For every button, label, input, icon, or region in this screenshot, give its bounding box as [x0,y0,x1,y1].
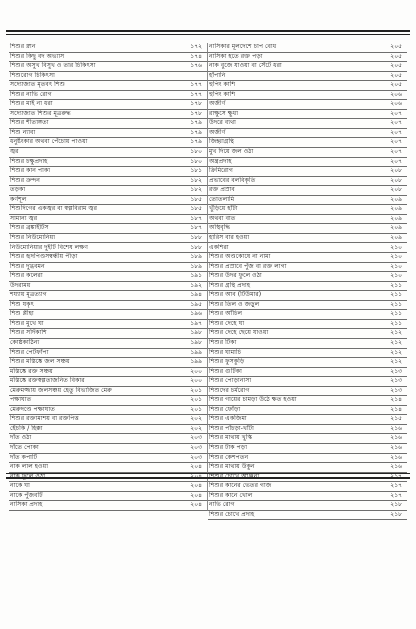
entry-term: শিশুর চক্ষুপ্রদাহ [10,157,48,165]
entry-term: শিশুর রক্তামাশয় বা রক্তপিত্ত [10,415,79,423]
entry-term: হেঁচকি / হিক্কা [10,424,43,432]
index-entry [208,358,407,368]
entry-page-number: ২০৪ [190,501,202,509]
entry-page-number: ১৭৯ [190,128,202,136]
index-entry [9,81,208,91]
entry-page-number: ২০৫ [390,52,402,60]
index-entry [208,349,407,359]
entry-term: অথবা বাত [209,214,236,222]
index-entry [208,110,407,120]
entry-page-number: ১৯৭ [190,319,202,327]
index-entry [9,387,208,397]
entry-page-number: ২১৪ [390,396,402,404]
entry-page-number: ২০৪ [190,491,202,499]
entry-term: অজীর্ণ [209,100,226,108]
entry-term: শিশুর শীতাঙ্গতা [10,119,49,127]
entry-page-number: ২১৬ [390,453,402,461]
entry-page-number: ১৭৮ [190,109,202,117]
entry-page-number: ২১১ [390,281,402,289]
entry-term: শিশুর অণ্ডকোষে না নামা [209,253,271,261]
index-entry [208,148,407,158]
entry-term: মেরুদণ্ডে পক্ষাঘাত [10,405,55,413]
index-entry [208,72,407,82]
entry-page-number: ২০৫ [390,71,402,79]
entry-term: উদরে ব্যথা [209,119,236,127]
entry-page-number: ২১৭ [390,482,402,490]
index-column-right [208,43,407,520]
entry-page-number: ২০৭ [390,128,402,136]
entry-term: দাঁত কপাটি [10,453,38,461]
entry-page-number: ২০৮ [390,186,402,194]
index-entry [9,454,208,464]
entry-term: রাক্ষুসে ক্ষুধা [209,109,239,117]
index-entry [9,234,208,244]
entry-term: শিশুর কান পাকা [10,167,51,175]
top-double-rule-lower [6,34,410,35]
entry-page-number: ২০৭ [390,119,402,127]
entry-page-number: ২০০ [190,377,202,385]
entry-term: হুপিং কাশি [209,81,236,89]
index-entry [208,138,407,148]
entry-term: শিশুর আঁচিল [209,310,243,318]
index-entry [9,177,208,187]
index-entry [208,444,407,454]
index-entry [9,110,208,120]
index-entry [9,349,208,359]
entry-page-number: ২১০ [390,272,402,280]
index-entry [208,215,407,225]
entry-term: শিশুর দুগ্ধবমন [10,262,45,270]
entry-term: সদ্যোজাত শিশুর মূত্ররুদ্ধ [10,109,71,117]
entry-page-number: ২০১ [190,405,202,413]
index-entry [208,196,407,206]
entry-page-number: ২১২ [390,358,402,366]
entry-term: শিশুর নাভি রোগ [10,90,52,98]
entry-term: শিশুর চোখে প্রদাহ [209,510,255,518]
entry-page-number: ১৮৫ [190,205,202,213]
index-entry [9,263,208,273]
index-columns [9,43,407,520]
index-entry [9,501,208,511]
index-entry [9,129,208,139]
entry-term: সদ্যোজাত মৃতবৎ শিশু [10,81,65,89]
entry-page-number: ১৭৯ [190,119,202,127]
entry-page-number: ১৮৯ [190,262,202,270]
index-entry [9,53,208,63]
index-entry [9,492,208,502]
index-entry [208,425,407,435]
index-entry [9,138,208,148]
entry-page-number: ২০৩ [190,443,202,451]
entry-page-number: ১৯২ [190,281,202,289]
entry-term: মুখ দিয়ে জল ওঠা [209,148,254,156]
index-entry [9,119,208,129]
entry-page-number: ২০২ [190,415,202,423]
index-entry [9,482,208,492]
index-entry [9,43,208,53]
index-entry [208,234,407,244]
entry-term: শিশুর তিল ও জড়ুল [209,300,260,308]
entry-page-number: ২০৮ [390,167,402,175]
entry-term: শিশুদিগের একজ্বর বা স্বল্পবিরাম জ্বর [10,205,97,213]
entry-term: রক্ত প্রস্রাব [209,186,235,194]
entry-page-number: ২১৭ [390,491,402,499]
entry-page-number: ১৮২ [190,186,202,194]
index-entry [208,91,407,101]
entry-term: শিশুর গ্রন্থি প্রদাহ [209,281,251,289]
index-entry [208,339,407,349]
index-entry [208,253,407,263]
index-entry [208,377,407,387]
index-entry [208,501,407,511]
index-entry [9,301,208,311]
index-entry [9,425,208,435]
entry-term: শিশুর প্রস্রাবে পুঁজ বা রক্ত লাগা [209,262,287,270]
index-entry [208,53,407,63]
entry-term: নাকে পুঁজবটি [10,491,43,499]
index-entry [208,368,407,378]
index-entry [208,282,407,292]
index-entry [9,415,208,425]
entry-term: শিশুর দেহে ঘা [209,319,245,327]
entry-page-number: ২১৬ [390,434,402,442]
entry-term: অস্থিবৃদ্ধি [209,224,230,232]
entry-page-number: ১৭৭ [190,90,202,98]
index-entry [9,320,208,330]
index-entry [208,263,407,273]
entry-term: হারিস বার হওয়া [209,233,250,241]
entry-page-number: ১৮০ [190,148,202,156]
index-entry [9,148,208,158]
entry-page-number: ২১০ [390,253,402,261]
entry-term: শিশুর মাথায় উকুন [209,463,255,471]
bottom-double-rule-lower [6,477,410,479]
entry-page-number: ১৮৭ [190,214,202,222]
entry-term: দাঁতে পোকা [10,443,39,451]
entry-page-number: ২০৮ [390,176,402,184]
entry-page-number: ২০৯ [390,224,402,232]
entry-term: শিশুর দেহে ছেয়ে যাওয়া [209,329,269,337]
entry-page-number: ২০৭ [390,157,402,165]
entry-page-number: ২১৮ [390,510,402,518]
entry-term: জ্বর [10,148,19,156]
index-entry [9,167,208,177]
index-entry [208,492,407,502]
index-entry [9,434,208,444]
entry-page-number: ১৯৯ [190,348,202,356]
index-entry [9,444,208,454]
entry-page-number: ২১১ [390,300,402,308]
index-entry [208,511,407,521]
index-entry [208,320,407,330]
index-entry [208,43,407,53]
entry-page-number: ১৭২ [190,43,202,51]
entry-term: পক্ষাঘাত [10,396,32,404]
index-entry [9,196,208,206]
entry-page-number: ২১৩ [390,377,402,385]
index-entry [9,224,208,234]
entry-term: শিশুর কিছু বদ অভ্যাস [10,52,65,60]
entry-page-number: ১৮৮ [190,243,202,251]
index-entry [9,205,208,215]
index-entry [208,243,407,253]
entry-term: শিশুর হৃদপিণ্ডসম্বন্ধীয় পীড়া [10,253,78,261]
entry-page-number: ১৯৯ [190,358,202,366]
entry-term: শিশুর কেশপতন [209,453,249,461]
entry-term: শিশুর উদর ফুলে ওঠা [209,272,262,280]
entry-term: শিশুর কানের ভেতর গাজ [209,482,272,490]
index-entry [208,301,407,311]
entry-term: মস্তিষ্কে রক্তস্বল্পতাজনিত বিকার [10,377,85,385]
entry-term: শিশুর সর্দিকাশি [10,329,47,337]
entry-page-number: ২১১ [390,310,402,318]
index-entry [208,129,407,139]
index-entry [208,406,407,416]
entry-term: শিশুর স্নান [10,43,36,51]
entry-page-number: ২১২ [390,348,402,356]
index-entry [208,167,407,177]
entry-term: শিশুর ফুসকুড়ি [209,358,245,366]
entry-page-number: ১৮৯ [190,253,202,261]
entry-term: শিশুর একজিমা [209,415,247,423]
index-entry [208,329,407,339]
index-entry [208,272,407,282]
entry-term: হুপিং কাশি [209,90,236,98]
entry-term: ক্রিমিরোগ [209,167,233,175]
entry-page-number: ১৭৪ [190,52,202,60]
index-entry [9,243,208,253]
entry-page-number: ২১০ [390,243,402,251]
entry-term: শিশুর আব (টিউমার) [209,291,262,299]
entry-page-number: ২০৯ [390,214,402,222]
index-entry [208,434,407,444]
entry-term: নাক বুজে যাওয়া বা সেঁটে ধরা [209,62,282,70]
entry-term: শিশুর অসুখ বিসুখ ও তার চিকিৎসা [10,62,96,70]
entry-term: শিশুর মস্তিষ্কে জল সঞ্চয় [10,358,70,366]
entry-term: শিশুর নিউমোনিয়া [10,233,56,241]
entry-term: শয্যায় মূত্রত্যাগ [10,291,47,299]
index-entry [9,215,208,225]
index-entry [9,463,208,473]
entry-page-number: ২০৫ [390,62,402,70]
entry-page-number: ২০৪ [190,463,202,471]
entry-term: শিশুর পেটফাঁপা [10,348,49,356]
index-entry [9,272,208,282]
entry-page-number: ২০১ [190,386,202,394]
entry-term: তড়কা [10,186,26,194]
entry-page-number: ২১০ [390,262,402,270]
index-entry [208,310,407,320]
index-entry [208,454,407,464]
entry-page-number: ১৭৬ [190,62,202,70]
entry-term: শিশুর পাঁচড়া-খাঁটা [209,424,254,432]
entry-term: শিশুর মাই না ধরা [10,100,53,108]
index-entry [9,406,208,416]
entry-term: শিশুর পোড়ানাসা [209,377,252,385]
index-entry [9,100,208,110]
index-entry [208,291,407,301]
entry-term: কোষ্ঠকাঠিন্য [10,338,40,346]
index-entry [208,396,407,406]
entry-page-number: ১৮০ [190,157,202,165]
entry-page-number: ২০১ [190,396,202,404]
entry-page-number: ২১৪ [390,405,402,413]
entry-page-number: ২০৪ [190,482,202,490]
entry-term: শিশুর ঘামাচি [209,348,242,356]
index-entry [208,100,407,110]
top-double-rule-upper [6,30,410,32]
entry-term: দাঁত ওঠা [10,434,32,442]
entry-term: শিশু ন্যাবা [10,128,36,136]
index-entry [208,463,407,473]
entry-term: শিশুর কানে খোল [209,491,253,499]
entry-term: শিশুর টাক পড়া [209,443,248,451]
entry-page-number: ২০০ [190,367,202,375]
entry-term: শিশুদের চর্মরোগ [209,386,250,394]
index-entry [9,72,208,82]
entry-page-number: ১৮৭ [190,224,202,232]
entry-term: শিশুর গায়ের চামড়া উঠে ক্ষত হওয়া [209,396,297,404]
entry-term: শিশু প্লীহা [10,310,34,318]
entry-term: নাসিকা প্রদাহ [10,501,43,509]
index-entry [9,368,208,378]
index-entry [9,62,208,72]
entry-page-number: ২১১ [390,319,402,327]
index-entry [9,396,208,406]
entry-term: নাসিকার মূলদেশে চাপ বোধ [209,43,277,51]
entry-page-number: ২০৭ [390,109,402,117]
entry-term: উদরাময় [10,281,31,289]
index-entry [208,387,407,397]
entry-page-number: ১৭৭ [190,81,202,89]
entry-page-number: ২০৯ [390,195,402,203]
entry-page-number: ২০৬ [390,100,402,108]
index-entry [9,358,208,368]
entry-page-number: ১৯৫ [190,300,202,308]
entry-term: শিশুর মুখে ঘা [10,319,44,327]
entry-term: শিশুর টিকা [209,338,237,346]
entry-term: শিশুর ক্রন্দন [10,176,40,184]
entry-page-number: ২১২ [390,329,402,337]
index-entry [9,282,208,292]
index-entry [208,177,407,187]
entry-page-number: ২১৬ [390,463,402,471]
index-entry [9,291,208,301]
entry-term: অজীর্ণ [209,128,226,136]
index-entry [208,482,407,492]
index-entry [9,91,208,101]
entry-term: খুঁড়িয়ে হাঁটা [209,205,238,213]
entry-page-number: ১৯৮ [190,329,202,337]
entry-term: সামান্য জ্বর [10,214,38,222]
index-entry [9,158,208,168]
entry-page-number: ২০৩ [190,453,202,461]
bottom-double-rule-upper [6,473,410,474]
index-entry [208,62,407,72]
index-entry [208,186,407,196]
entry-page-number: ২১৬ [390,424,402,432]
entry-term: নাক লাল হওয়া [10,463,49,471]
entry-page-number: ২১৩ [390,367,402,375]
entry-page-number: ১৭৯ [190,138,202,146]
entry-page-number: ২০৭ [390,138,402,146]
entry-term: শিশু যকৃৎ [10,300,34,308]
entry-term: শিশুর কলেরা [10,272,43,280]
entry-term: শিশুর মাথায় খুস্কি [209,434,253,442]
entry-term: শিশুর গুটিকা [209,367,242,375]
entry-page-number: ১৮৮ [190,233,202,241]
entry-term: মেরুমজ্জায় জলসঞ্চয় হেতু বিভাজিত মেরু [10,386,112,394]
entry-page-number: ২১৩ [390,386,402,394]
entry-term: জিহ্বাগ্রন্থি [209,138,234,146]
entry-page-number: ২০৬ [390,90,402,98]
entry-page-number: ১৮৫ [190,195,202,203]
index-entry [9,329,208,339]
entry-term: ধনুষ্টংকার অথবা পেঁচোয় পাওয়া [10,138,88,146]
entry-page-number: ২০৭ [390,148,402,156]
entry-term: নাভি রোগ [209,501,235,509]
entry-page-number: ২০৯ [390,205,402,213]
entry-page-number: ১৯১ [190,272,202,280]
index-entry [208,224,407,234]
entry-term: শিশুর ফোঁড়া [209,405,241,413]
entry-term: নাসিকা হতে রক্ত পড়া [209,52,263,60]
index-entry [208,119,407,129]
entry-page-number: ২১১ [390,291,402,299]
index-entry [208,81,407,91]
entry-term: মস্তিষ্কে রক্ত সঞ্চয় [10,367,53,375]
index-entry [9,339,208,349]
index-entry [9,186,208,196]
entry-page-number: ১৮২ [190,176,202,184]
entry-term: শিশুরোগ চিকিৎসা [10,71,55,79]
entry-term: কর্ণশূল [10,195,27,203]
index-entry [208,415,407,425]
entry-term: হাঁপানি [209,71,226,79]
entry-page-number: ১৭৮ [190,100,202,108]
index-entry [208,205,407,215]
entry-page-number: ১৯৪ [190,291,202,299]
entry-page-number: ২০৩ [190,434,202,442]
entry-page-number: ২১২ [390,338,402,346]
index-entry [208,158,407,168]
index-entry [9,377,208,387]
entry-term: নাকে ঘা [10,482,30,490]
entry-page-number: ২১৮ [390,501,402,509]
index-column-left [9,43,208,520]
entry-page-number: ২০২ [190,424,202,432]
entry-term: তোতলামি [209,195,235,203]
entry-page-number: ২০৫ [390,81,402,89]
entry-term: শিশুর ব্রঙ্কাইটিস [10,224,49,232]
entry-term: প্রভাবের বলবিকৃতি [209,176,256,184]
index-entry [9,253,208,263]
entry-page-number: ২০৯ [390,233,402,241]
entry-page-number: ১৯৬ [190,310,202,318]
entry-term: একশিরা [209,243,229,251]
entry-page-number: ১৯৮ [190,338,202,346]
index-entry [9,310,208,320]
entry-page-number: ১৮১ [190,167,202,175]
entry-page-number: ২১৫ [390,415,402,423]
entry-term: নিউমোনিয়ার দুইটি বিশেষ লক্ষণ [10,243,88,251]
entry-page-number: ২০৫ [390,43,402,51]
entry-page-number: ২১৬ [390,443,402,451]
entry-term: অন্ত্রপ্রদাহ [209,157,232,165]
